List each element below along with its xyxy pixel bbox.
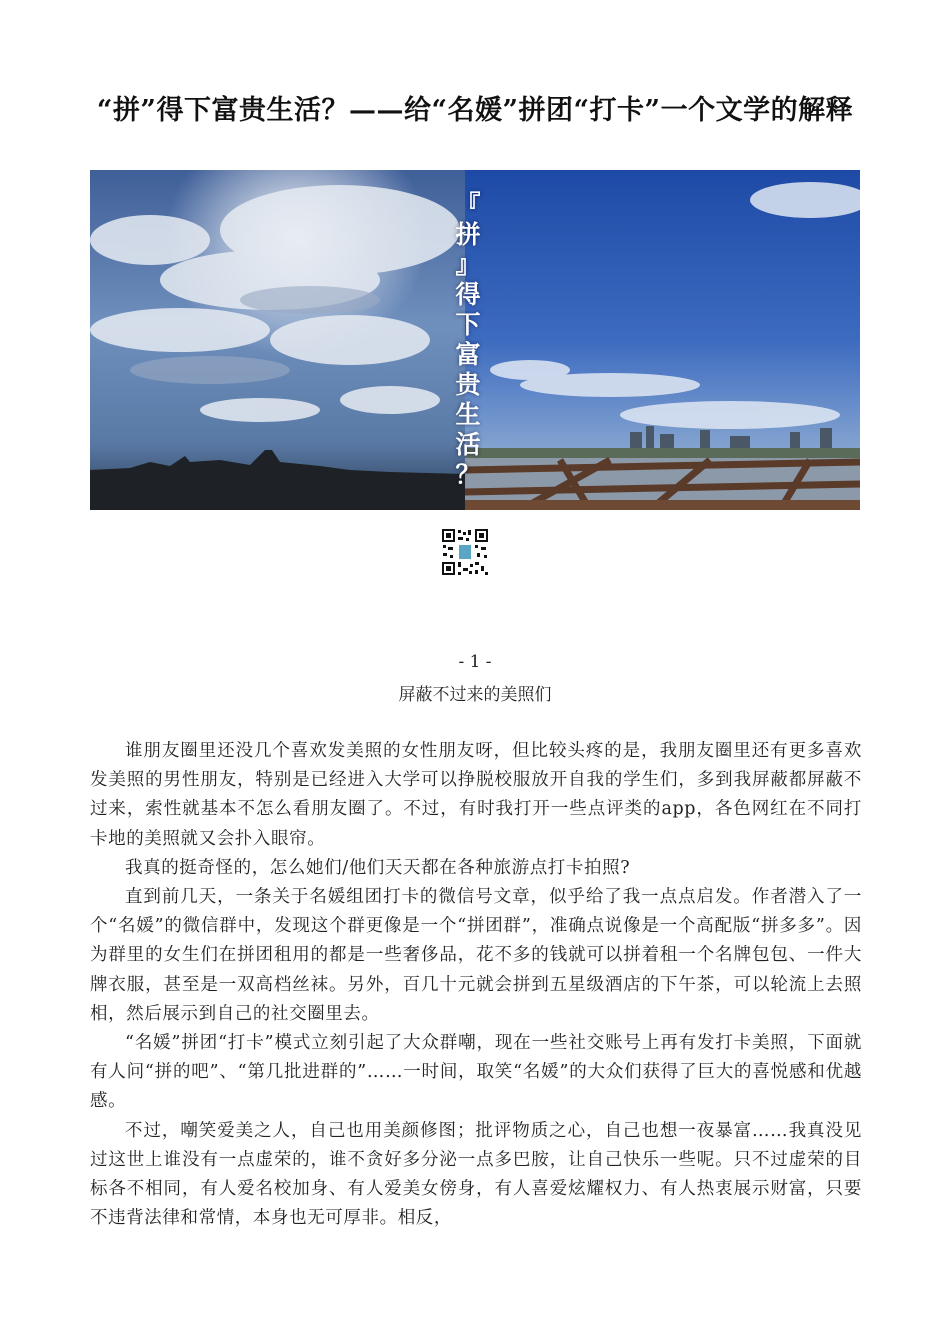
section-heading: 屏蔽不过来的美照们 bbox=[398, 685, 552, 705]
vtitle-char: 』 bbox=[455, 250, 481, 279]
paragraph: 谁朋友圈里还没几个喜欢发美照的女性朋友呀，但比较头疼的是，我朋友圈里还有更多喜欢发美照的男性朋友，特别是已经进入大学可以挣脱校服放开自我的学生们，多到我屏蔽都屏蔽不过来，索性就基本不怎么看朋友圈了。不过，有时我打开一些点评类的app，各色网红在不同打卡地的美照就又会扑入眼帘。 bbox=[90, 741, 862, 849]
vtitle-char: ？ bbox=[455, 460, 481, 489]
vtitle-char: 活 bbox=[455, 430, 481, 459]
banner-vertical-title bbox=[450, 190, 486, 490]
vtitle-char: 『 bbox=[455, 190, 481, 219]
article-title: “拼”得下富贵生活？——给“名媛”拼团“打卡”一个文学的解释 bbox=[96, 95, 854, 126]
paragraph: 不过，嘲笑爱美之人，自己也用美颜修图；批评物质之心，自己也想一夜暴富……我真没见过这世上谁没有一点虚荣的，谁不贪好多分泌一点多巴胺，让自己快乐一些呢。只不过虚荣的目标各不相同，有人爱名校加身、有人爱美女傍身，有人喜爱炫耀权力、有人热衷展示财富，只要不违背法律和常情，本身也无可厚非。相反， bbox=[90, 1120, 862, 1229]
vtitle-char: 下 bbox=[455, 310, 481, 339]
section-number: - 1 - bbox=[458, 652, 492, 672]
article-body bbox=[90, 737, 862, 1233]
paragraph: 直到前几天，一条关于名媛组团打卡的微信号文章，似乎给了我一点点启发。作者潜入了一个“名媛”的微信群中，发现这个群更像是一个“拼团群”，准确点说像是一个高配版“拼多多”。因为群里的女生们在拼团租用的都是一些奢侈品，花不多的钱就可以拼着租一个名牌包包、一件大牌衣服，甚至是一双高档丝袜。另外，百几十元就会拼到五星级酒店的下午茶，可以轮流上去照相，然后展示到自己的社交圈里去。 bbox=[90, 887, 862, 1024]
paragraph: 我真的挺奇怪的，怎么她们/他们天天都在各种旅游点打卡拍照? bbox=[125, 857, 631, 878]
paragraph: “名媛”拼团“打卡”模式立刻引起了大众群嘲，现在一些社交账号上再有发打卡美照，下面就有人问“拼的吧”、“第几批进群的”……一时间，取笑“名媛”的大众们获得了巨大的喜悦感和优越感。 bbox=[90, 1033, 862, 1112]
vtitle-char: 生 bbox=[455, 400, 481, 429]
qr-code-icon[interactable] bbox=[441, 528, 489, 576]
vtitle-char: 拼 bbox=[455, 220, 481, 249]
vtitle-char: 富 bbox=[455, 340, 481, 369]
vtitle-char: 贵 bbox=[455, 370, 481, 399]
vtitle-char: 得 bbox=[455, 280, 481, 309]
